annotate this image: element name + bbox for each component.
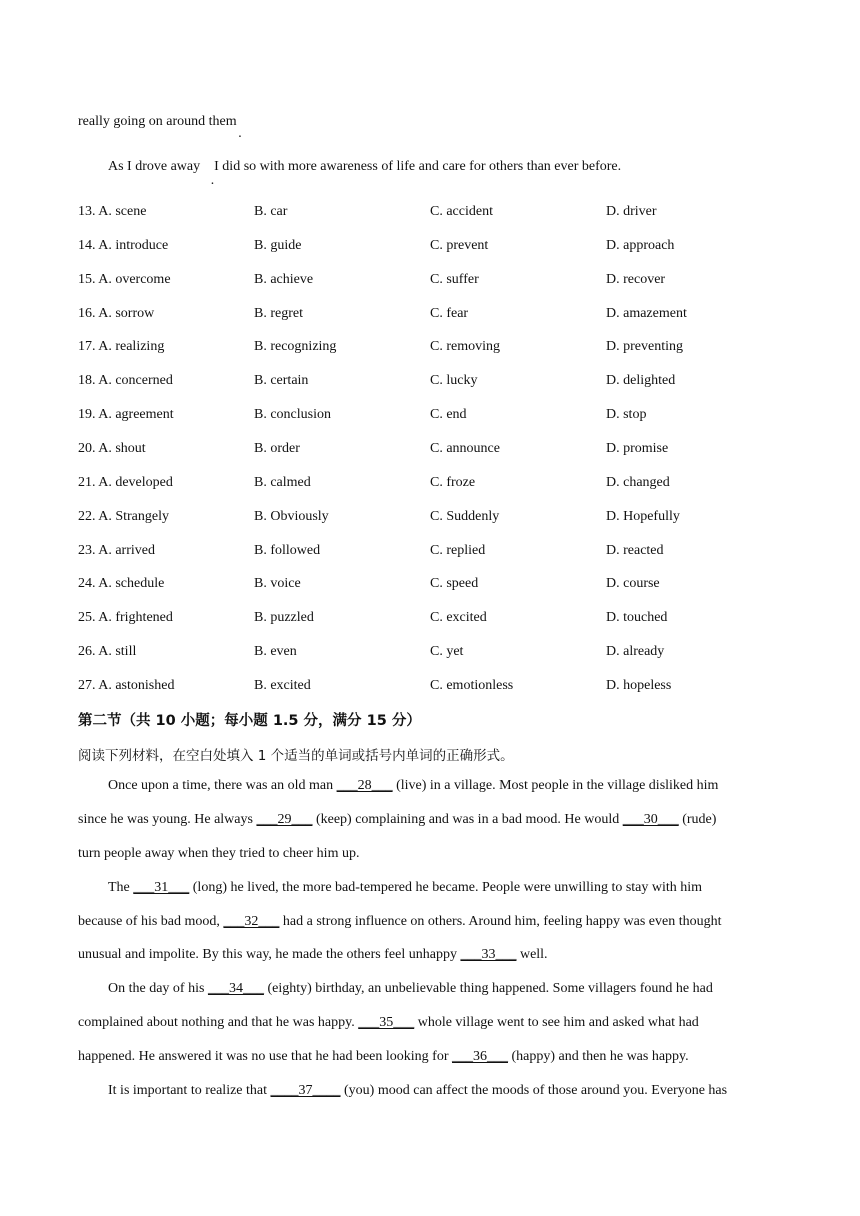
option-row [78,305,798,323]
option-b[interactable]: B. even [254,644,297,659]
cloze-line [78,946,548,964]
option-text: A. scene [98,204,147,219]
option-c[interactable]: C. emotionless [430,678,514,693]
cloze-line [108,879,702,897]
cloze-line [108,980,713,998]
option-d[interactable]: D. Hopefully [606,509,680,524]
option-row [78,440,798,458]
passage-text: As I drove away [108,159,201,174]
blank-37[interactable]: ____37____ [270,1083,341,1098]
blank-31[interactable]: ___31___ [133,880,190,895]
option-text: A. arrived [98,543,155,558]
cloze-line [78,845,359,863]
cloze-line [78,913,722,931]
question-number: 13. [78,204,96,219]
option-c[interactable]: C. Suddenly [430,509,500,524]
cloze-text: whole village went to see him and asked what had [414,1015,699,1030]
cloze-text: (you) mood can affect the moods of those around you. Everyone has [340,1083,728,1098]
cloze-text: unusual and impolite. By this way, he made the others feel unhappy [78,947,461,962]
option-b[interactable]: B. Obviously [254,509,329,524]
option-text: A. agreement [98,407,174,422]
cloze-text: complained about nothing and that he was happy. [78,1015,359,1030]
option-row [78,474,798,492]
cloze-text: (live) in a village. Most people in the village disliked him [392,778,719,793]
option-a[interactable] [78,575,164,593]
passage-line [78,113,237,131]
option-a[interactable] [78,203,146,221]
option-a[interactable] [78,237,168,255]
blank-35[interactable]: ___35___ [358,1015,415,1030]
cloze-text: (eighty) birthday, an unbelievable thing happened. Some villagers found he had [263,981,713,996]
option-d[interactable]: D. course [606,576,660,591]
cloze-line [78,811,716,829]
question-number: 15. [78,272,96,287]
option-b[interactable]: B. achieve [254,272,314,287]
cloze-text: turn people away when they tried to cheer him up. [78,846,360,861]
option-row [78,271,798,289]
option-text: A. developed [98,475,173,490]
option-d[interactable]: D. already [606,644,665,659]
option-row [78,203,798,221]
option-c[interactable]: C. end [430,407,467,422]
option-a[interactable] [78,271,171,289]
option-d[interactable]: D. preventing [606,339,683,354]
blank-30[interactable]: ___30___ [622,812,679,827]
cloze-text: because of his bad mood, [78,914,224,929]
passage-text: I did so with more awareness of life and care for others than ever before. [214,159,622,174]
section-title: 第二节（共 10 小题；每小题 1.5 分，满分 15 分） [78,713,421,729]
option-b[interactable]: B. followed [254,543,321,558]
blank-34[interactable]: ___34___ [207,981,264,996]
option-c[interactable]: C. suffer [430,272,479,287]
option-a[interactable] [78,372,173,390]
blank-32[interactable]: ___32___ [223,914,280,929]
option-c[interactable]: C. announce [430,441,500,456]
option-row [78,508,798,526]
option-row [78,677,798,695]
option-text: A. introduce [98,238,169,253]
option-a[interactable] [78,305,154,323]
option-a[interactable] [78,609,173,627]
question-number: 27. [78,678,96,693]
cloze-text: It is important to realize that [108,1083,271,1098]
option-row [78,372,798,390]
option-d[interactable]: D. stop [606,407,647,422]
question-number: 22. [78,509,96,524]
cloze-text: (long) he lived, the more bad-tempered he became. People were unwilling to stay with him [189,880,703,895]
question-number: 16. [78,306,96,321]
option-row [78,338,798,356]
option-text: A. still [98,644,137,659]
option-b[interactable]: B. calmed [254,475,311,490]
option-row [78,542,798,560]
cloze-text: (rude) [678,812,717,827]
question-number: 23. [78,543,96,558]
option-c[interactable]: C. accident [430,204,493,219]
option-d[interactable]: D. recover [606,272,666,287]
option-row [78,406,798,424]
cloze-line [78,1014,699,1032]
blank-33[interactable]: ___33___ [460,947,517,962]
option-c[interactable]: C. yet [430,644,464,659]
option-b[interactable]: B. recognizing [254,339,337,354]
option-a[interactable] [78,406,174,424]
option-c[interactable]: C. froze [430,475,476,490]
blank-28[interactable]: ___28___ [336,778,393,793]
option-c[interactable]: C. fear [430,306,469,321]
blank-29[interactable]: ___29___ [256,812,313,827]
passage-line [108,158,621,176]
question-number: 25. [78,610,96,625]
option-row [78,643,798,661]
cloze-line [108,1082,727,1100]
cloze-text: since he was young. He always [78,812,257,827]
option-text: A. Strangely [98,509,169,524]
option-b[interactable]: B. certain [254,373,309,388]
option-c[interactable]: C. prevent [430,238,489,253]
cloze-text: (keep) complaining and was in a bad mood. He would [312,812,623,827]
option-d[interactable]: D. hopeless [606,678,672,693]
question-number: 14. [78,238,96,253]
question-number: 24. [78,576,96,591]
cloze-text: (happy) and then he was happy. [508,1049,689,1064]
option-text: A. astonished [98,678,175,693]
option-b[interactable]: B. regret [254,306,303,321]
option-d[interactable]: D. promise [606,441,669,456]
option-b[interactable]: B. order [254,441,300,456]
option-b[interactable]: B. excited [254,678,311,693]
cloze-text: happened. He answered it was no use that he had been looking for [78,1049,452,1064]
question-number: 19. [78,407,96,422]
option-b[interactable]: B. conclusion [254,407,331,422]
option-c[interactable]: C. speed [430,576,479,591]
question-number: 26. [78,644,96,659]
cloze-text: well. [516,947,548,962]
cloze-text: On the day of his [108,981,208,996]
option-a[interactable] [78,643,136,661]
option-d[interactable]: D. amazement [606,306,687,321]
option-b[interactable]: B. puzzled [254,610,314,625]
option-c[interactable]: C. removing [430,339,500,354]
option-d[interactable]: D. touched [606,610,668,625]
option-row [78,237,798,255]
option-a[interactable] [78,542,155,560]
option-row [78,609,798,627]
option-d[interactable]: D. changed [606,475,670,490]
option-text: A. schedule [98,576,165,591]
option-d[interactable]: D. driver [606,204,657,219]
cloze-line [78,1048,689,1066]
option-text: A. realizing [98,339,165,354]
option-c[interactable]: C. lucky [430,373,478,388]
passage-text: really going on around them [78,114,237,129]
option-a[interactable] [78,508,169,526]
option-a[interactable] [78,338,164,356]
option-row [78,575,798,593]
question-number: 18. [78,373,96,388]
option-b[interactable]: B. voice [254,576,301,591]
cloze-text: Once upon a time, there was an old man [108,778,337,793]
option-text: A. concerned [98,373,173,388]
option-c[interactable]: C. replied [430,543,486,558]
option-b[interactable]: B. car [254,204,288,219]
section-instruction: 阅读下列材料，在空白处填入 1 个适当的单词或括号内单词的正确形式。 [78,748,514,764]
option-a[interactable] [78,474,173,492]
question-number: 17. [78,339,96,354]
option-a[interactable] [78,677,174,695]
option-d[interactable]: D. reacted [606,543,664,558]
cloze-text: had a strong influence on others. Around him, feeling happy was even thought [279,914,722,929]
option-d[interactable]: D. approach [606,238,675,253]
option-text: A. frightened [98,610,173,625]
question-number: 20. [78,441,96,456]
option-d[interactable]: D. delighted [606,373,676,388]
blank-36[interactable]: ___36___ [452,1049,508,1064]
option-text: A. overcome [98,272,171,287]
option-text: A. shout [98,441,146,456]
option-a[interactable] [78,440,146,458]
option-b[interactable]: B. guide [254,238,302,253]
cloze-line [108,777,718,795]
option-c[interactable]: C. excited [430,610,487,625]
question-number: 21. [78,475,96,490]
option-text: A. sorrow [98,306,155,321]
cloze-text: The [108,880,134,895]
